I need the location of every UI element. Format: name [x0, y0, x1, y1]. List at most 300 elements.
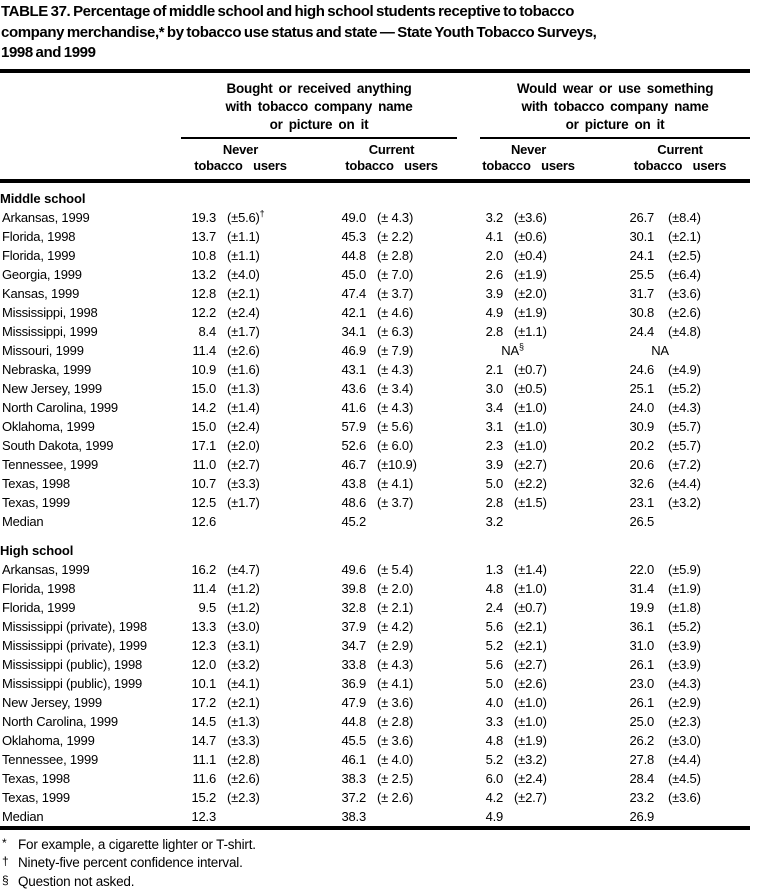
column-gap	[443, 655, 455, 674]
state-cell: Mississippi, 1999	[0, 322, 181, 341]
value-cell: 17.1	[181, 436, 218, 455]
footnote-marker: *	[2, 835, 18, 853]
value-cell: 15.0	[181, 379, 218, 398]
value-cell: 44.8	[300, 246, 368, 265]
confidence-interval-cell: (± 3.6)	[368, 693, 443, 712]
confidence-interval-cell: (±2.7)	[505, 655, 570, 674]
confidence-interval-cell: (± 4.2)	[368, 617, 443, 636]
column-gap	[443, 322, 455, 341]
value-cell: 52.6	[300, 436, 368, 455]
table-row	[0, 712, 750, 731]
confidence-interval-cell: (± 3.4)	[368, 379, 443, 398]
confidence-interval-cell: (±3.2)	[656, 493, 750, 512]
confidence-interval-cell: (±4.3)	[656, 674, 750, 693]
value-cell: 20.6	[570, 455, 656, 474]
confidence-interval-cell: (±1.9)	[505, 303, 570, 322]
state-cell: North Carolina, 1999	[0, 712, 181, 731]
value-cell: 9.5	[181, 598, 218, 617]
confidence-interval-cell: (±2.4)	[218, 303, 300, 322]
value-cell: 38.3	[300, 807, 368, 828]
footnote	[2, 836, 750, 855]
value-cell: 20.2	[570, 436, 656, 455]
footnote-marker: †	[2, 853, 18, 871]
confidence-interval-cell: (± 4.3)	[368, 208, 443, 227]
value-cell: 5.0	[455, 474, 505, 493]
table-row	[0, 493, 750, 512]
group-header-line: Bought or received anything	[181, 80, 457, 98]
confidence-interval-cell: (±2.6)	[218, 769, 300, 788]
column-gap	[443, 617, 455, 636]
table-header	[0, 73, 750, 181]
table-row	[0, 674, 750, 693]
confidence-interval-cell: (±3.3)	[218, 474, 300, 493]
footnote-marker: §	[2, 872, 18, 890]
table-row	[0, 360, 750, 379]
value-cell: 22.0	[570, 560, 656, 579]
value-cell: 37.2	[300, 788, 368, 807]
confidence-interval-cell: (±2.7)	[218, 455, 300, 474]
confidence-interval-cell: (± 3.7)	[368, 284, 443, 303]
confidence-interval-cell: (±1.7)	[218, 493, 300, 512]
section-header-row	[0, 531, 750, 560]
value-cell: 31.0	[570, 636, 656, 655]
value-cell: 15.2	[181, 788, 218, 807]
value-cell: 10.9	[181, 360, 218, 379]
confidence-interval-cell: (±3.9)	[656, 636, 750, 655]
section-label: High school	[0, 531, 750, 560]
value-cell: 28.4	[570, 769, 656, 788]
value-cell: 45.2	[300, 512, 368, 531]
confidence-interval-cell: (±7.2)	[656, 455, 750, 474]
state-cell: South Dakota, 1999	[0, 436, 181, 455]
column-gap	[443, 598, 455, 617]
value-cell: 11.4	[181, 579, 218, 598]
state-cell: Oklahoma, 1999	[0, 731, 181, 750]
value-cell: 26.5	[570, 512, 656, 531]
value-cell: 10.7	[181, 474, 218, 493]
value-cell: 5.0	[455, 674, 505, 693]
confidence-interval-cell: (±1.9)	[656, 579, 750, 598]
value-cell: 49.6	[300, 560, 368, 579]
confidence-interval-cell: (±2.7)	[505, 455, 570, 474]
value-cell: 2.8	[455, 493, 505, 512]
confidence-interval-cell: (±2.1)	[218, 693, 300, 712]
value-cell: 16.2	[181, 560, 218, 579]
value-cell: 43.8	[300, 474, 368, 493]
table-row	[0, 417, 750, 436]
value-cell: 31.4	[570, 579, 656, 598]
value-cell: 49.0	[300, 208, 368, 227]
confidence-interval-cell: (±1.0)	[505, 579, 570, 598]
column-gap	[443, 417, 455, 436]
confidence-interval-cell: (± 3.7)	[368, 493, 443, 512]
column-group-wear	[455, 73, 750, 139]
table-row	[0, 398, 750, 417]
value-cell: 2.8	[455, 322, 505, 341]
group-header-line: or picture on it	[480, 116, 750, 134]
table-row	[0, 322, 750, 341]
data-table	[0, 73, 750, 830]
state-cell: Median	[0, 512, 181, 531]
confidence-interval-cell: (± 4.3)	[368, 655, 443, 674]
confidence-interval-cell: (±2.4)	[505, 769, 570, 788]
confidence-interval-cell: (± 4.3)	[368, 360, 443, 379]
column-gap	[443, 303, 455, 322]
column-gap	[443, 579, 455, 598]
state-cell: Kansas, 1999	[0, 284, 181, 303]
confidence-interval-cell: (± 2.8)	[368, 712, 443, 731]
confidence-interval-cell	[505, 807, 570, 828]
value-cell: 12.8	[181, 284, 218, 303]
value-cell: 3.3	[455, 712, 505, 731]
confidence-interval-cell: (±3.1)	[218, 636, 300, 655]
value-cell: 3.9	[455, 455, 505, 474]
confidence-interval-cell: (±3.0)	[656, 731, 750, 750]
value-cell: 24.1	[570, 246, 656, 265]
title-line: company merchandise,* by tobacco use status and state — State Youth Tobacco Surveys,	[1, 23, 750, 44]
value-cell: 25.1	[570, 379, 656, 398]
value-cell: 34.1	[300, 322, 368, 341]
state-cell: Mississippi (public), 1998	[0, 655, 181, 674]
state-cell: Tennessee, 1999	[0, 750, 181, 769]
subcol-never-wear: Never tobacco users	[455, 139, 570, 181]
confidence-interval-cell: (±1.0)	[505, 417, 570, 436]
column-gap	[443, 750, 455, 769]
group-header-line: Would wear or use something	[480, 80, 750, 98]
column-gap	[443, 398, 455, 417]
state-cell: Mississippi (public), 1999	[0, 674, 181, 693]
value-cell: 43.6	[300, 379, 368, 398]
state-cell: Median	[0, 807, 181, 828]
column-gap	[443, 379, 455, 398]
confidence-interval-cell: (±1.3)	[218, 712, 300, 731]
table-row	[0, 807, 750, 828]
confidence-interval-cell	[656, 512, 750, 531]
confidence-interval-cell: (±2.1)	[505, 617, 570, 636]
title-line: TABLE 37. Percentage of middle school and high school students receptive to tobacco	[1, 2, 750, 23]
confidence-interval-cell: (±1.3)	[218, 379, 300, 398]
value-cell: 4.8	[455, 731, 505, 750]
confidence-interval-cell: (±3.9)	[656, 655, 750, 674]
column-gap	[443, 455, 455, 474]
confidence-interval-cell: (± 4.1)	[368, 674, 443, 693]
value-cell: 23.1	[570, 493, 656, 512]
state-cell: Texas, 1999	[0, 788, 181, 807]
confidence-interval-cell: (± 2.9)	[368, 636, 443, 655]
value-cell: 32.6	[570, 474, 656, 493]
confidence-interval-cell	[218, 512, 300, 531]
column-gap	[443, 208, 455, 227]
value-cell: 11.6	[181, 769, 218, 788]
state-cell: North Carolina, 1999	[0, 398, 181, 417]
value-cell: 24.6	[570, 360, 656, 379]
confidence-interval-cell: (±4.1)	[218, 674, 300, 693]
value-cell: 41.6	[300, 398, 368, 417]
confidence-interval-cell: (±3.2)	[218, 655, 300, 674]
value-cell: 12.6	[181, 512, 218, 531]
value-cell: 2.1	[455, 360, 505, 379]
confidence-interval-cell: (±1.2)	[218, 579, 300, 598]
value-cell: 4.1	[455, 227, 505, 246]
table-row	[0, 731, 750, 750]
state-cell: Mississippi, 1998	[0, 303, 181, 322]
confidence-interval-cell: (±1.4)	[505, 560, 570, 579]
value-cell: 32.8	[300, 598, 368, 617]
column-gap	[443, 474, 455, 493]
value-cell: 33.8	[300, 655, 368, 674]
value-cell: 39.8	[300, 579, 368, 598]
column-gap	[443, 341, 455, 360]
footnote-text: For example, a cigarette lighter or T-shirt.	[18, 837, 256, 852]
confidence-interval-cell: (±2.2)	[505, 474, 570, 493]
confidence-interval-cell: (± 2.5)	[368, 769, 443, 788]
confidence-interval-cell: (± 5.6)	[368, 417, 443, 436]
table-row	[0, 227, 750, 246]
subcol-current-bought: Current tobacco users	[300, 139, 443, 181]
column-gap	[443, 560, 455, 579]
value-cell: 43.1	[300, 360, 368, 379]
confidence-interval-cell: (±3.6)	[656, 284, 750, 303]
state-cell: Arkansas, 1999	[0, 208, 181, 227]
value-cell: 12.3	[181, 636, 218, 655]
confidence-interval-cell: (±1.9)	[505, 265, 570, 284]
value-cell: 46.1	[300, 750, 368, 769]
confidence-interval-cell: (± 2.1)	[368, 598, 443, 617]
column-gap	[443, 493, 455, 512]
footnote-text: Ninety-five percent confidence interval.	[18, 855, 243, 870]
value-cell: 4.9	[455, 807, 505, 828]
confidence-interval-cell: (±0.5)	[505, 379, 570, 398]
confidence-interval-cell: (±1.0)	[505, 398, 570, 417]
value-cell: 3.4	[455, 398, 505, 417]
confidence-interval-cell: (±5.9)	[656, 560, 750, 579]
confidence-interval-cell: (±5.6)†	[218, 208, 300, 227]
confidence-interval-cell: (±4.3)	[656, 398, 750, 417]
subcol-current-wear: Current tobacco users	[570, 139, 750, 181]
value-cell: 26.2	[570, 731, 656, 750]
column-gap	[443, 674, 455, 693]
confidence-interval-cell: (± 4.1)	[368, 474, 443, 493]
blank-cell	[0, 73, 181, 139]
confidence-interval-cell: (±2.0)	[505, 284, 570, 303]
confidence-interval-cell: (±2.3)	[656, 712, 750, 731]
column-group-bought	[181, 73, 443, 139]
value-cell: 5.2	[455, 750, 505, 769]
column-gap	[443, 512, 455, 531]
value-cell: 1.3	[455, 560, 505, 579]
value-cell: 38.3	[300, 769, 368, 788]
value-cell: 24.4	[570, 322, 656, 341]
table-row	[0, 598, 750, 617]
value-cell: 12.2	[181, 303, 218, 322]
na-cell: NA§	[455, 341, 570, 360]
footnote-text: Question not asked.	[18, 874, 134, 889]
value-cell: 34.7	[300, 636, 368, 655]
confidence-interval-cell: (±2.7)	[505, 788, 570, 807]
confidence-interval-cell	[218, 807, 300, 828]
value-cell: 36.1	[570, 617, 656, 636]
confidence-interval-cell: (±0.4)	[505, 246, 570, 265]
confidence-interval-cell: (±4.8)	[656, 322, 750, 341]
confidence-interval-cell: (±2.1)	[656, 227, 750, 246]
state-cell: Missouri, 1999	[0, 341, 181, 360]
table-row	[0, 436, 750, 455]
confidence-interval-cell: (±2.6)	[656, 303, 750, 322]
value-cell: 25.5	[570, 265, 656, 284]
confidence-interval-cell: (±5.7)	[656, 436, 750, 455]
value-cell: 27.8	[570, 750, 656, 769]
value-cell: 30.8	[570, 303, 656, 322]
value-cell: 4.9	[455, 303, 505, 322]
column-gap	[443, 265, 455, 284]
confidence-interval-cell: (± 2.6)	[368, 788, 443, 807]
confidence-interval-cell: (± 3.6)	[368, 731, 443, 750]
confidence-interval-cell	[368, 512, 443, 531]
value-cell: 5.6	[455, 655, 505, 674]
sub-header-row	[0, 139, 750, 181]
confidence-interval-cell: (±1.9)	[505, 731, 570, 750]
na-cell: NA	[570, 341, 750, 360]
confidence-interval-cell: (±0.7)	[505, 598, 570, 617]
value-cell: 12.0	[181, 655, 218, 674]
value-cell: 12.3	[181, 807, 218, 828]
column-gap	[443, 246, 455, 265]
table-row	[0, 474, 750, 493]
value-cell: 23.0	[570, 674, 656, 693]
confidence-interval-cell: (±1.2)	[218, 598, 300, 617]
state-cell: Arkansas, 1999	[0, 560, 181, 579]
table-row	[0, 379, 750, 398]
confidence-interval-cell: (±4.4)	[656, 474, 750, 493]
table-row	[0, 284, 750, 303]
value-cell: 19.3	[181, 208, 218, 227]
column-gap	[443, 769, 455, 788]
column-gap	[443, 636, 455, 655]
table-row	[0, 265, 750, 284]
table-row	[0, 788, 750, 807]
table-body	[0, 181, 750, 828]
confidence-interval-cell: (±2.6)	[218, 341, 300, 360]
value-cell: 13.2	[181, 265, 218, 284]
value-cell: 3.9	[455, 284, 505, 303]
confidence-interval-cell: (±1.0)	[505, 693, 570, 712]
confidence-interval-cell: (±2.1)	[505, 636, 570, 655]
value-cell: 8.4	[181, 322, 218, 341]
column-gap	[443, 788, 455, 807]
confidence-interval-cell: (±2.3)	[218, 788, 300, 807]
table-title	[0, 0, 750, 73]
group-header-line: with tobacco company name	[480, 98, 750, 116]
section-label: Middle school	[0, 181, 750, 208]
state-cell: Florida, 1998	[0, 227, 181, 246]
value-cell: 42.1	[300, 303, 368, 322]
confidence-interval-cell	[368, 807, 443, 828]
state-cell: Florida, 1999	[0, 598, 181, 617]
value-cell: 13.7	[181, 227, 218, 246]
value-cell: 26.7	[570, 208, 656, 227]
confidence-interval-cell: (± 7.0)	[368, 265, 443, 284]
value-cell: 4.2	[455, 788, 505, 807]
value-cell: 45.5	[300, 731, 368, 750]
blank-cell	[443, 73, 455, 139]
group-header-row	[0, 73, 750, 139]
value-cell: 17.2	[181, 693, 218, 712]
confidence-interval-cell: (±1.0)	[505, 712, 570, 731]
state-cell: Florida, 1999	[0, 246, 181, 265]
state-cell: Oklahoma, 1999	[0, 417, 181, 436]
value-cell: 24.0	[570, 398, 656, 417]
value-cell: 14.2	[181, 398, 218, 417]
confidence-interval-cell: (± 2.0)	[368, 579, 443, 598]
value-cell: 26.1	[570, 693, 656, 712]
table-row	[0, 617, 750, 636]
confidence-interval-cell: (±2.4)	[218, 417, 300, 436]
value-cell: 3.2	[455, 512, 505, 531]
value-cell: 36.9	[300, 674, 368, 693]
confidence-interval-cell: (±1.5)	[505, 493, 570, 512]
confidence-interval-cell: (± 2.2)	[368, 227, 443, 246]
subcol-never-bought: Never tobacco users	[181, 139, 300, 181]
confidence-interval-cell: (±1.1)	[218, 246, 300, 265]
table-row	[0, 693, 750, 712]
state-cell: Nebraska, 1999	[0, 360, 181, 379]
confidence-interval-cell: (±3.6)	[505, 208, 570, 227]
confidence-interval-cell: (± 2.8)	[368, 246, 443, 265]
column-gap	[443, 436, 455, 455]
confidence-interval-cell	[505, 512, 570, 531]
confidence-interval-cell: (±4.0)	[218, 265, 300, 284]
confidence-interval-cell: (±2.5)	[656, 246, 750, 265]
confidence-interval-cell: (±1.1)	[218, 227, 300, 246]
table-row	[0, 655, 750, 674]
footnotes	[0, 830, 750, 891]
confidence-interval-cell: (±2.9)	[656, 693, 750, 712]
confidence-interval-cell: (±3.6)	[656, 788, 750, 807]
confidence-interval-cell: (±2.1)	[218, 284, 300, 303]
table-row	[0, 512, 750, 531]
table-row	[0, 769, 750, 788]
column-gap	[443, 284, 455, 303]
table-row	[0, 636, 750, 655]
confidence-interval-cell: (±10.9)	[368, 455, 443, 474]
state-cell: New Jersey, 1999	[0, 379, 181, 398]
confidence-interval-cell: (±4.4)	[656, 750, 750, 769]
value-cell: 45.3	[300, 227, 368, 246]
state-cell: Texas, 1998	[0, 474, 181, 493]
table-row	[0, 579, 750, 598]
confidence-interval-cell: (±5.7)	[656, 417, 750, 436]
confidence-interval-cell: (±1.8)	[656, 598, 750, 617]
confidence-interval-cell: (±3.0)	[218, 617, 300, 636]
confidence-interval-cell	[656, 807, 750, 828]
value-cell: 4.0	[455, 693, 505, 712]
table-row	[0, 560, 750, 579]
table-row	[0, 341, 750, 360]
confidence-interval-cell: (± 4.0)	[368, 750, 443, 769]
value-cell: 48.6	[300, 493, 368, 512]
confidence-interval-cell: (±1.0)	[505, 436, 570, 455]
column-gap	[443, 731, 455, 750]
confidence-interval-cell: (±4.9)	[656, 360, 750, 379]
confidence-interval-cell: (± 7.9)	[368, 341, 443, 360]
confidence-interval-cell: (±4.7)	[218, 560, 300, 579]
value-cell: 5.2	[455, 636, 505, 655]
value-cell: 6.0	[455, 769, 505, 788]
footnote	[2, 873, 750, 891]
confidence-interval-cell: (±1.4)	[218, 398, 300, 417]
value-cell: 11.1	[181, 750, 218, 769]
state-cell: Mississippi (private), 1998	[0, 617, 181, 636]
